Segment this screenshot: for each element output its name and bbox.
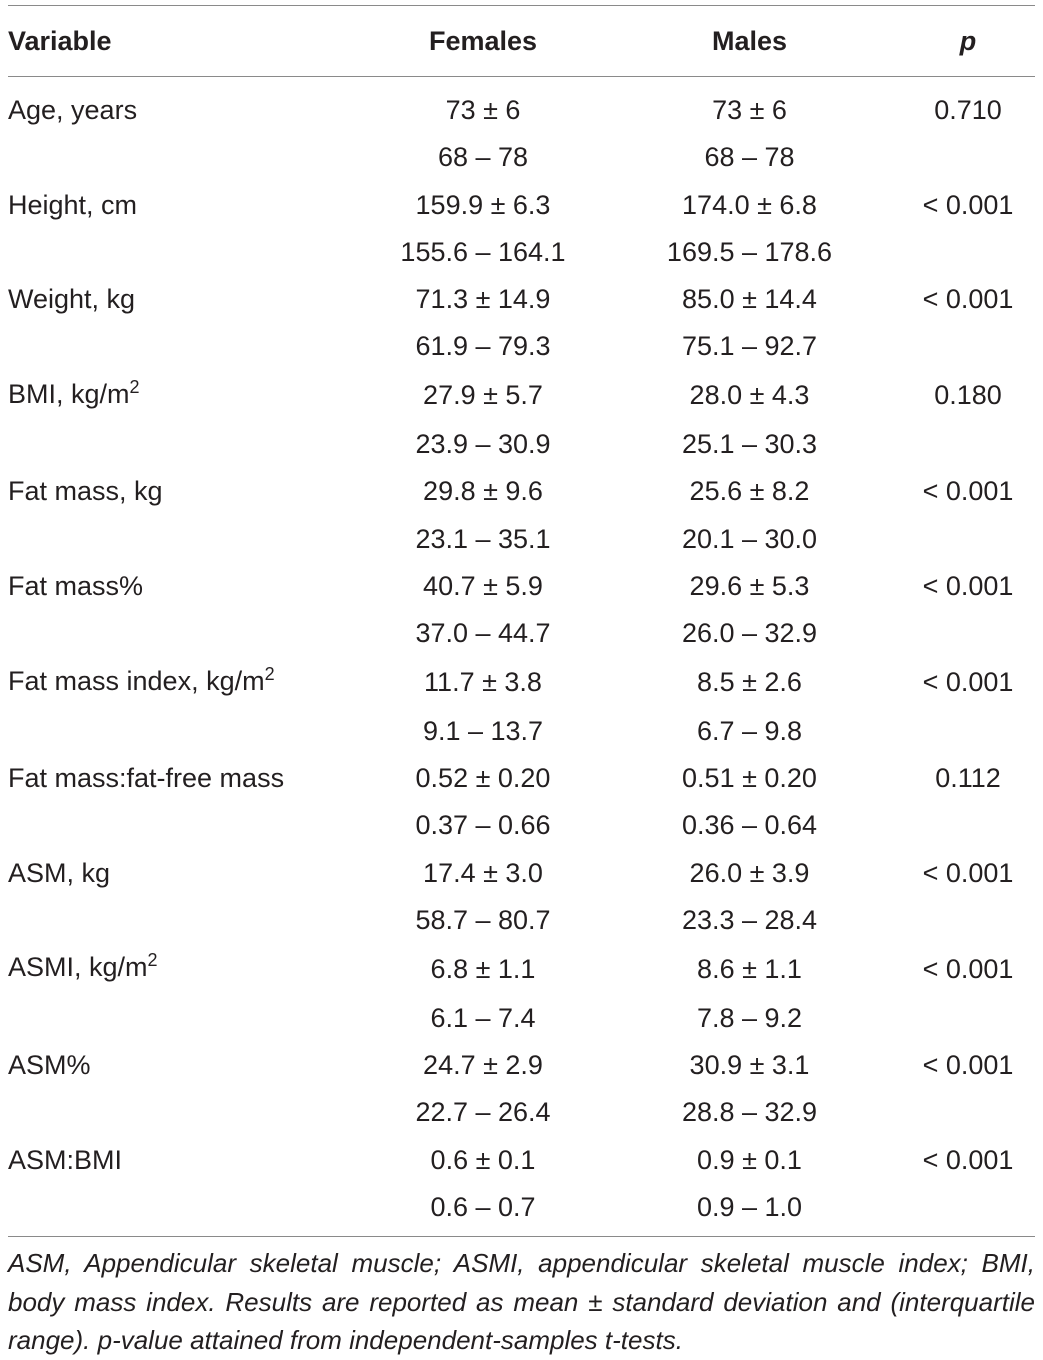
- p-value: < 0.001: [922, 284, 1014, 315]
- variable-label: BMI, kg/m: [8, 378, 130, 409]
- table-row-mean: [8, 87, 1035, 134]
- row-variable: [8, 371, 368, 421]
- p-value-blank: [901, 134, 1035, 181]
- header-row: [8, 6, 1035, 76]
- p-value: < 0.001: [922, 667, 1014, 698]
- table-row-iqr: [8, 1184, 1035, 1231]
- males-iqr: 0.36 – 0.64: [681, 810, 818, 841]
- table-row-iqr: [8, 897, 1035, 944]
- table-row-mean: [8, 658, 1035, 708]
- variable-superscript: 2: [264, 663, 275, 684]
- p-value: 0.112: [935, 763, 1001, 794]
- table-row-iqr: [8, 610, 1035, 657]
- males-mean: 26.0 ± 3.9: [689, 857, 810, 888]
- row-variable: [8, 944, 368, 994]
- females-mean: 71.3 ± 14.9: [415, 284, 551, 315]
- table-row-iqr: [8, 995, 1035, 1042]
- row-variable-blank: [8, 1089, 368, 1136]
- row-variable-blank: [8, 897, 368, 944]
- p-value: < 0.001: [922, 1144, 1014, 1175]
- table-row-iqr: [8, 802, 1035, 849]
- table-row-mean: [8, 850, 1035, 897]
- header-males: Males: [711, 26, 788, 56]
- row-variable-blank: [8, 323, 368, 370]
- females-iqr: 155.6 – 164.1: [400, 236, 566, 267]
- p-value-blank: [901, 1089, 1035, 1136]
- males-iqr: 25.1 – 30.3: [681, 429, 818, 460]
- males-mean: 8.5 ± 2.6: [697, 667, 802, 698]
- table-row-mean: [8, 563, 1035, 610]
- table-row-iqr: [8, 229, 1035, 276]
- p-value-blank: [901, 708, 1035, 755]
- p-value: < 0.001: [922, 953, 1014, 984]
- males-iqr: 169.5 – 178.6: [666, 236, 833, 267]
- females-mean: 29.8 ± 9.6: [423, 476, 543, 507]
- males-iqr: 0.9 – 1.0: [696, 1191, 803, 1222]
- females-mean: 11.7 ± 3.8: [424, 667, 542, 698]
- variable-label: Height, cm: [8, 189, 138, 220]
- table-row-mean: [8, 944, 1035, 994]
- females-iqr: 61.9 – 79.3: [415, 331, 551, 362]
- females-iqr: 58.7 – 80.7: [415, 905, 551, 936]
- p-value: 0.180: [934, 380, 1002, 411]
- p-value-blank: [901, 516, 1035, 563]
- females-iqr: 22.7 – 26.4: [415, 1097, 551, 1128]
- males-iqr: 7.8 – 9.2: [696, 1002, 803, 1033]
- header-variable: Variable: [8, 26, 112, 56]
- row-variable-blank: [8, 1184, 368, 1231]
- row-variable-blank: [8, 802, 368, 849]
- females-iqr: 37.0 – 44.7: [415, 618, 551, 649]
- row-variable: [8, 850, 368, 897]
- males-iqr: 28.8 – 32.9: [681, 1097, 818, 1128]
- p-value-blank: [901, 323, 1035, 370]
- variable-label: Fat mass:fat-free mass: [8, 763, 285, 794]
- row-variable: [8, 87, 368, 134]
- females-mean: 0.6 ± 0.1: [430, 1144, 536, 1175]
- table-row-mean: [8, 182, 1035, 229]
- females-iqr: 0.37 – 0.66: [415, 810, 551, 841]
- table-row-mean: [8, 371, 1035, 421]
- males-mean: 85.0 ± 14.4: [682, 284, 817, 315]
- males-mean: 30.9 ± 3.1: [689, 1049, 810, 1080]
- variable-label: ASM, kg: [8, 857, 111, 888]
- row-variable-blank: [8, 134, 368, 181]
- females-iqr: 9.1 – 13.7: [422, 715, 544, 746]
- table-row-iqr: [8, 134, 1035, 181]
- variable-label: Age, years: [8, 95, 138, 125]
- header-females: Females: [428, 26, 538, 56]
- females-mean: 40.7 ± 5.9: [423, 570, 543, 601]
- row-variable-blank: [8, 708, 368, 755]
- variable-label: Fat mass index, kg/m: [8, 665, 265, 696]
- p-value-blank: [901, 995, 1035, 1042]
- row-variable: [8, 1042, 368, 1089]
- males-mean: 0.9 ± 0.1: [697, 1144, 802, 1175]
- variable-superscript: 2: [129, 376, 140, 397]
- row-variable: [8, 182, 368, 229]
- table-row-iqr: [8, 323, 1035, 370]
- variable-label: ASMI, kg/m: [8, 952, 148, 983]
- females-iqr: 68 – 78: [437, 142, 529, 173]
- variable-label: Fat mass, kg: [8, 476, 163, 507]
- row-variable: [8, 658, 368, 708]
- males-iqr: 23.3 – 28.4: [681, 905, 818, 936]
- females-mean: 0.52 ± 0.20: [415, 763, 551, 794]
- table-row-iqr: [8, 421, 1035, 468]
- variable-label: Weight, kg: [8, 284, 136, 315]
- p-value: < 0.001: [922, 570, 1014, 601]
- females-mean: 24.7 ± 2.9: [423, 1049, 543, 1080]
- males-mean: 73 ± 6: [712, 95, 787, 125]
- table-row-mean: [8, 468, 1035, 515]
- row-variable-blank: [8, 229, 368, 276]
- females-iqr: 6.1 – 7.4: [430, 1002, 536, 1033]
- p-value-blank: [901, 229, 1035, 276]
- males-mean: 29.6 ± 5.3: [689, 570, 810, 601]
- table-row-mean: [8, 276, 1035, 323]
- females-iqr: 23.9 – 30.9: [415, 429, 551, 460]
- row-variable-blank: [8, 995, 368, 1042]
- variable-label: ASM:BMI: [8, 1144, 123, 1175]
- females-mean: 17.4 ± 3.0: [423, 857, 543, 888]
- table-row-mean: [8, 1042, 1035, 1089]
- males-iqr: 20.1 – 30.0: [681, 523, 818, 554]
- table-row-mean: [8, 755, 1035, 802]
- females-mean: 159.9 ± 6.3: [415, 189, 551, 220]
- table-body: [8, 76, 1035, 1231]
- females-iqr: 0.6 – 0.7: [430, 1191, 536, 1222]
- females-mean: 6.8 ± 1.1: [430, 953, 536, 984]
- p-value-blank: [901, 610, 1035, 657]
- males-mean: 8.6 ± 1.1: [697, 953, 802, 984]
- header-spacer: [8, 76, 1035, 87]
- table-row-iqr: [8, 1089, 1035, 1136]
- males-mean: 174.0 ± 6.8: [682, 189, 817, 220]
- row-variable: [8, 468, 368, 515]
- females-mean: 73 ± 6: [445, 95, 521, 125]
- row-variable-blank: [8, 610, 368, 657]
- row-variable: [8, 755, 368, 802]
- table-footnote: ASM, Appendicular skeletal muscle; ASMI, appendicular skeletal muscle index; BMI, body mass index. Results are reported as mean ± standard deviation and (interquartile range). p-value attained from independent-samples t-tests.: [8, 1248, 1035, 1355]
- p-value-blank: [901, 802, 1035, 849]
- table-row-iqr: [8, 516, 1035, 563]
- males-mean: 28.0 ± 4.3: [689, 380, 810, 411]
- header-p: p: [959, 26, 977, 56]
- males-mean: 25.6 ± 8.2: [689, 476, 810, 507]
- row-variable: [8, 1137, 368, 1184]
- p-value: 0.710: [934, 95, 1002, 125]
- females-mean: 27.9 ± 5.7: [423, 380, 543, 411]
- table-row-mean: [8, 1137, 1035, 1184]
- table-bottom-rule: [8, 1236, 1035, 1237]
- row-variable-blank: [8, 516, 368, 563]
- p-value: < 0.001: [922, 189, 1014, 220]
- p-value: < 0.001: [922, 476, 1014, 507]
- p-value-blank: [901, 897, 1035, 944]
- variable-label: Fat mass%: [8, 570, 144, 601]
- p-value-blank: [901, 421, 1035, 468]
- row-variable-blank: [8, 421, 368, 468]
- p-value: < 0.001: [922, 1049, 1014, 1080]
- males-iqr: 26.0 – 32.9: [681, 618, 818, 649]
- table-row-iqr: [8, 708, 1035, 755]
- row-variable: [8, 563, 368, 610]
- males-iqr: 6.7 – 9.8: [696, 715, 803, 746]
- data-table: [8, 6, 1035, 1231]
- variable-superscript: 2: [147, 950, 158, 971]
- p-value: < 0.001: [922, 857, 1014, 888]
- males-iqr: 75.1 – 92.7: [681, 331, 818, 362]
- males-iqr: 68 – 78: [704, 142, 795, 173]
- row-variable: [8, 276, 368, 323]
- females-iqr: 23.1 – 35.1: [415, 523, 551, 554]
- males-mean: 0.51 ± 0.20: [682, 763, 817, 794]
- variable-label: ASM%: [8, 1049, 91, 1080]
- p-value-blank: [901, 1184, 1035, 1231]
